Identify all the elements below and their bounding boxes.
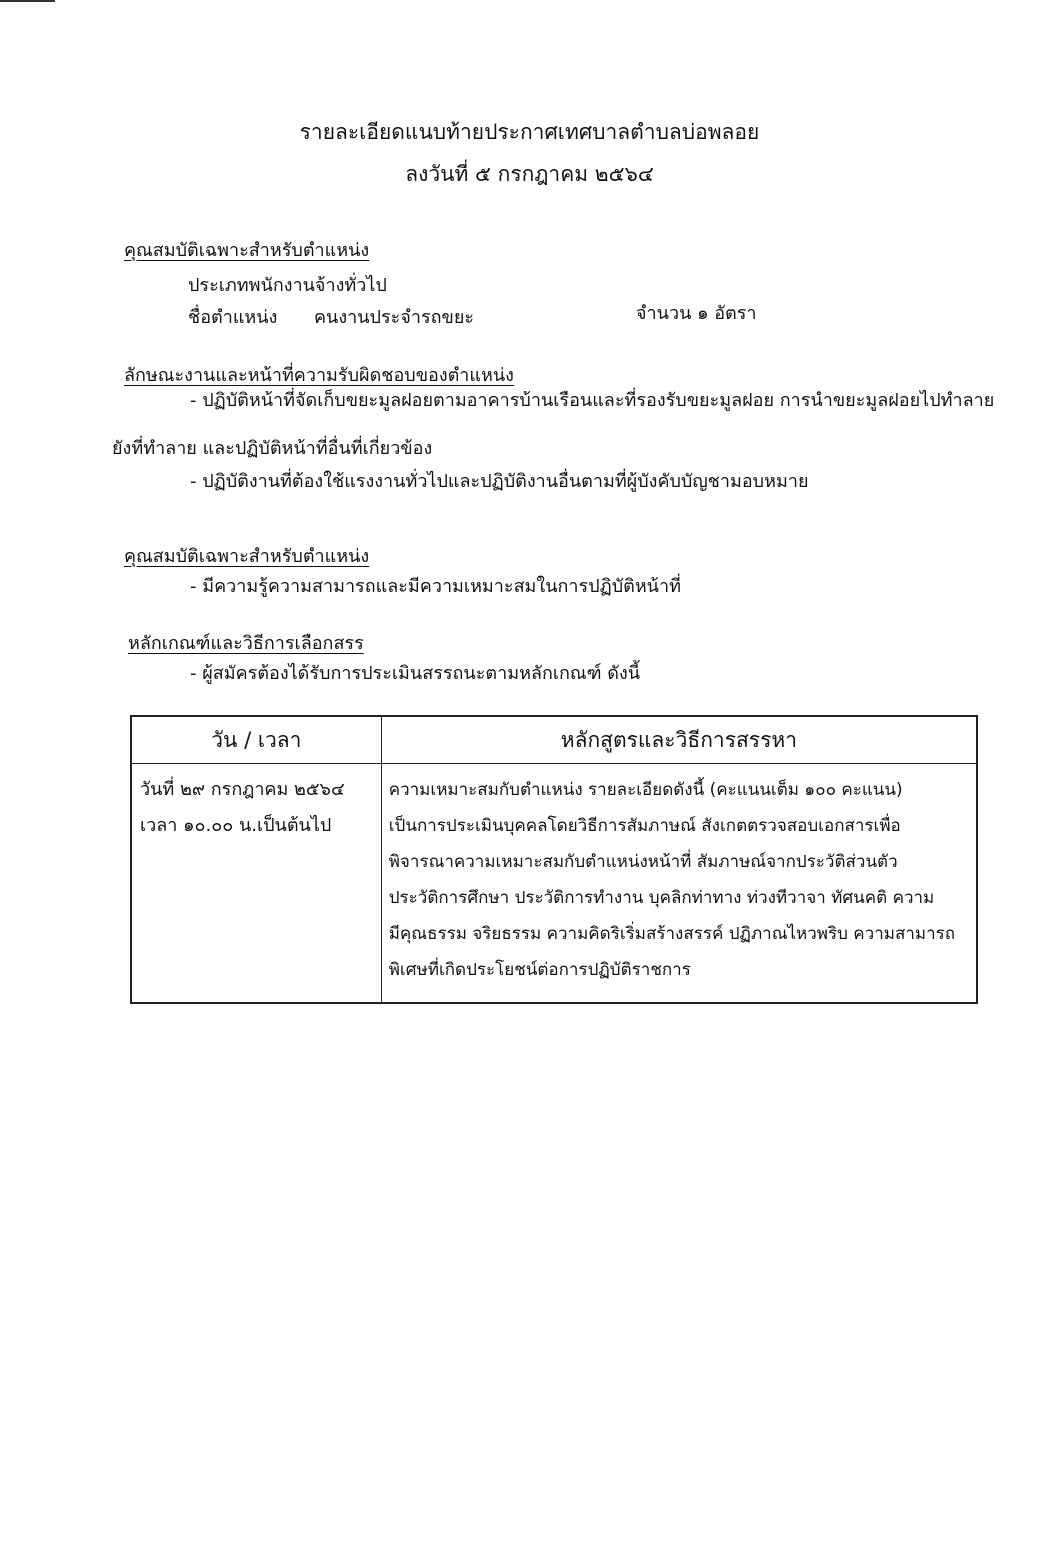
selection-criteria-heading: หลักเกณฑ์และวิธีการเลือกสรร [128,633,364,654]
position-label: ชื่อตำแหน่ง [188,307,278,328]
table-row [131,764,977,1004]
duty-item-1-line-2: ยังที่ทำลาย และปฏิบัติหน้าที่อื่นที่เกี่ยวข้อง [112,438,433,459]
date-time-cell [131,764,381,1004]
duties-heading: ลักษณะงานและหน้าที่ความรับผิดชอบของตำแหน่ง [124,365,514,386]
position-value: คนงานประจำรถขยะ [314,307,475,328]
duty-item-1-line-1: - ปฏิบัติหน้าที่จัดเก็บขยะมูลฝอยตามอาคารบ้านเรือนและที่รองรับขยะมูลฝอย การนำขยะมูลฝอยไปทำลาย [190,390,995,411]
table-header-row [131,716,977,764]
table-header-date: วัน / เวลา [131,716,381,764]
method-line: เป็นการประเมินบุคคลโดยวิธีการสัมภาษณ์ สังเกตตรวจสอบเอกสารเพื่อ [388,816,901,836]
document-date: ลงวันที่ ๕ กรกฎาคม ๒๕๖๔ [405,162,654,186]
specific-qualification-heading: คุณสมบัติเฉพาะสำหรับตำแหน่ง [124,546,370,567]
table-header-method: หลักสูตรและวิธีการสรรหา [381,716,977,764]
method-line: พิจารณาความเหมาะสมกับตำแหน่งหน้าที่ สัมภาษณ์จากประวัติส่วนตัว [388,852,898,872]
method-line: พิเศษที่เกิดประโยชน์ต่อการปฏิบัติราชการ [388,960,691,980]
time-line: เวลา ๑๐.๐๐ น.เป็นต้นไป [140,815,332,836]
document-title: รายละเอียดแนบท้ายประกาศเทศบาลตำบลบ่อพลอย [299,120,760,144]
position-quantity: จำนวน ๑ อัตรา [636,303,757,324]
selection-schedule-table [130,715,978,1004]
qualification-heading: คุณสมบัติเฉพาะสำหรับตำแหน่ง [124,240,370,261]
employee-type: ประเภทพนักงานจ้างทั่วไป [188,275,387,296]
specific-qualification-item: - มีความรู้ความสามารถและมีความเหมาะสมในการปฏิบัติหน้าที่ [190,576,681,597]
method-line: ประวัติการศึกษา ประวัติการทำงาน บุคลิกท่าทาง ท่วงทีวาจา ทัศนคติ ความ [388,888,935,908]
date-line: วันที่ ๒๙ กรกฎาคม ๒๕๖๔ [140,779,345,800]
scan-edge-mark [0,0,55,2]
method-cell [381,764,977,1004]
method-line: ความเหมาะสมกับตำแหน่ง รายละเอียดดังนี้ (คะแนนเต็ม ๑๐๐ คะแนน) [388,780,903,800]
duty-item-2: - ปฏิบัติงานที่ต้องใช้แรงงานทั่วไปและปฏิบัติงานอื่นตามที่ผู้บังคับบัญชามอบหมาย [190,471,809,492]
method-line: มีคุณธรรม จริยธรรม ความคิดริเริ่มสร้างสรรค์ ปฏิภาณไหวพริบ ความสามารถ [388,924,956,944]
selection-criteria-item: - ผู้สมัครต้องได้รับการประเมินสรรถนะตามหลักเกณฑ์ ดังนี้ [190,663,641,684]
